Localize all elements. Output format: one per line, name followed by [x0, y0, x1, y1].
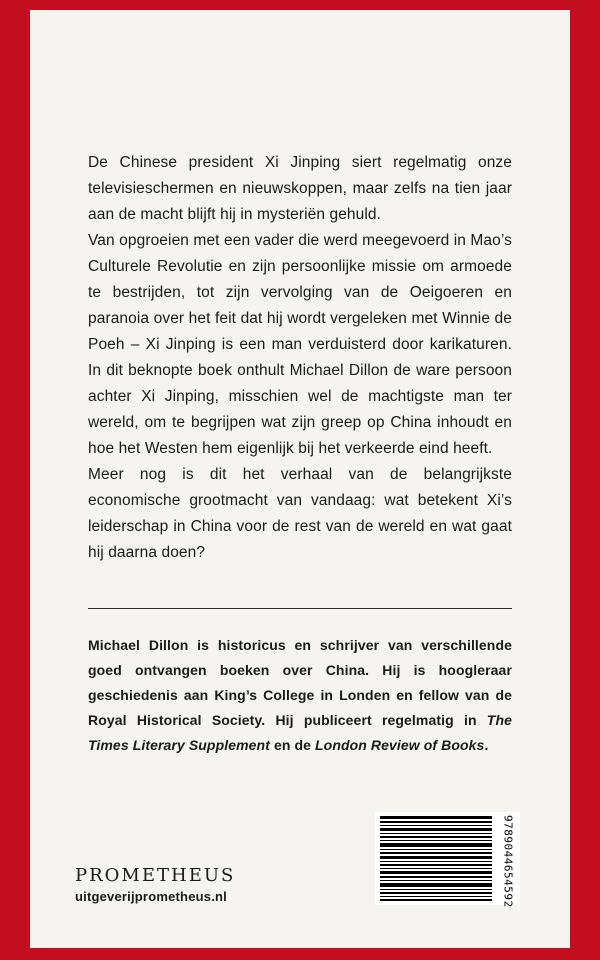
author-bio-period: . [484, 737, 489, 753]
blurb [88, 150, 512, 566]
prometheus-logo: PROMETHEUS [75, 865, 236, 886]
blurb-paragraph-1: De Chinese president Xi Jinping siert regelmatig onze televisieschermen en nieuwskoppen, maar zelfs na tien jaar aan de macht blijft hij in mysteriën gehuld. [88, 154, 512, 223]
blurb-paragraph-2: Van opgroeien met een vader die werd meegevoerd in Mao’s Culturele Revolutie en zijn persoonlijke missie om armoede te bestrijden, tot zijn vervolging van de Oeigoeren en paranoia over het feit dat hij wordt vergeleken met Winnie de Poeh – Xi Jinping is een man verduisterd door karikaturen. In dit beknopte boek onthult Michael Dillon de ware persoon achter Xi Jinping, misschien wel de machtigste man ter wereld, om te begrijpen wat zijn greep op China inhoudt en hoe het Westen hem eigenlijk bij het verkeerde eind heeft. [88, 232, 512, 457]
publication-title-1: The Times Literary Supplement [88, 712, 512, 753]
blurb-paragraph-3: Meer nog is dit het verhaal van de belangrijkste economische grootmacht van vandaag: wat betekent Xi’s leiderschap in China voor de rest van de wereld en wat gaat hij daarna doen? [88, 466, 512, 561]
barcode-number: 9789044654592 [501, 814, 515, 908]
divider-rule [88, 608, 512, 609]
author-bio-text: Michael Dillon is historicus en schrijver van verschillende goed ontvangen boeken over China. Hij is hoogleraar geschiedenis aan King’s College in Londen en fellow van de Royal Historical Society. Hij publiceert regelmatig in [88, 637, 512, 728]
cover-content [30, 10, 570, 758]
cover-panel [30, 10, 570, 948]
author-bio [88, 633, 512, 758]
author-bio-connector: en de [269, 737, 316, 753]
barcode [375, 812, 520, 908]
publication-title-2: London Review of Books [315, 737, 485, 753]
publisher-website: uitgeverijprometheus.nl [75, 889, 227, 904]
publisher-block [75, 866, 235, 904]
barcode-bars-icon [380, 816, 492, 901]
